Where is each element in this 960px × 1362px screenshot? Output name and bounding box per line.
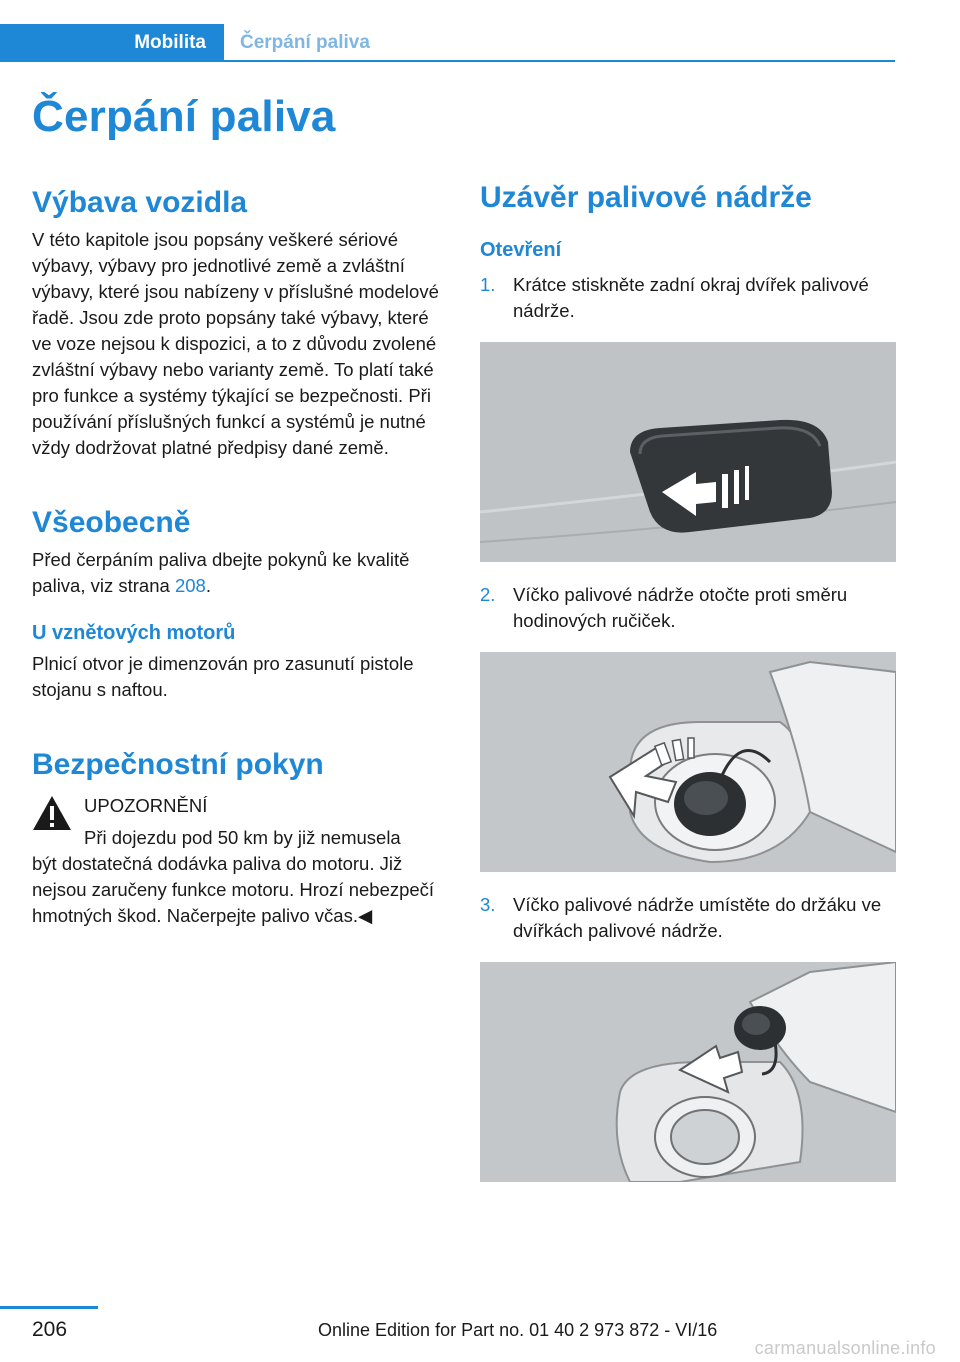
section-title-bezpecnost: Bezpečnostní pokyn bbox=[32, 748, 324, 781]
warning-text: být dostatečná dodávka paliva do motoru. Již nejsou zaručeny funkce motoru. Hrozí nebezpečí hmotných škod. Načerpejte palivo včas.◀ bbox=[32, 853, 435, 926]
step-item bbox=[480, 582, 896, 634]
step-number: 2. bbox=[480, 584, 496, 605]
section-title-uzaver: Uzávěr palivové nádrže bbox=[480, 181, 812, 214]
section-text-vseobecne bbox=[32, 547, 444, 599]
watermark: carmanualsonline.info bbox=[754, 1338, 936, 1358]
step-number: 1. bbox=[480, 274, 496, 295]
vseobecne-text-end: . bbox=[205, 575, 211, 596]
page-number: 206 bbox=[32, 1318, 68, 1341]
warning-label: UPOZORNĚNÍ bbox=[84, 795, 208, 816]
subsection-title-otevreni: Otevření bbox=[480, 239, 562, 261]
header-divider bbox=[0, 60, 895, 62]
right-column bbox=[480, 180, 896, 1182]
step-item bbox=[480, 892, 896, 944]
edition-info: Online Edition for Part no. 01 40 2 973 872 - VI/16 bbox=[318, 1320, 718, 1340]
left-column bbox=[32, 180, 444, 929]
illustration-fuel-flap-press bbox=[480, 342, 896, 562]
illustration-cap-holder bbox=[480, 962, 896, 1182]
warning-triangle-icon bbox=[32, 795, 72, 831]
step-item bbox=[480, 272, 896, 324]
warning-block bbox=[32, 793, 444, 929]
step-text: Víčko palivové nádrže umístěte do držáku ve dvířkách palivové nádrže. bbox=[513, 894, 882, 941]
page-link-208[interactable]: 208 bbox=[174, 575, 206, 596]
warning-text-first-line: Při dojezdu pod 50 km by již nemusela bbox=[84, 827, 401, 848]
illustration-cap-unscrew bbox=[480, 652, 896, 872]
section-text-vznetove: Plnicí otvor je dimenzován pro zasunutí pistole stojanu s naftou. bbox=[32, 653, 414, 700]
page-title: Čerpání paliva bbox=[32, 92, 336, 141]
vseobecne-text-start: Před čerpáním paliva dbejte pokynů ke kvalitě paliva, viz strana bbox=[32, 549, 410, 596]
section-title-vznetove: U vznětových motorů bbox=[32, 622, 236, 644]
tab-mobilita[interactable]: Mobilita bbox=[0, 24, 224, 62]
step-number: 3. bbox=[480, 894, 496, 915]
tab-cerpani-paliva[interactable]: Čerpání paliva bbox=[240, 32, 370, 53]
section-title-vseobecne: Všeobecně bbox=[32, 506, 191, 539]
section-text-vybava: V této kapitole jsou popsány veškeré sériové výbavy, výbavy pro jednotlivé země a zvláštní výbavy, které jsou nabízeny v příslušné modelové řadě. Jsou zde proto popsány také výbavy, které ve voze nejsou k dispozici, a to z důvodu zvolené zvláštní výbavy nebo varianty země. To platí také pro funkce a systémy týkající se bezpečnosti. Při používání příslušných funkcí a systémů je nutné vždy dodržovat platné předpisy dané země. bbox=[32, 229, 439, 458]
section-title-vybava: Výbava vozidla bbox=[32, 186, 248, 219]
step-text: Krátce stiskněte zadní okraj dvířek palivové nádrže. bbox=[513, 274, 869, 321]
step-text: Víčko palivové nádrže otočte proti směru hodinových ručiček. bbox=[513, 584, 848, 631]
footer-divider bbox=[0, 1306, 98, 1309]
page-header bbox=[0, 0, 960, 64]
